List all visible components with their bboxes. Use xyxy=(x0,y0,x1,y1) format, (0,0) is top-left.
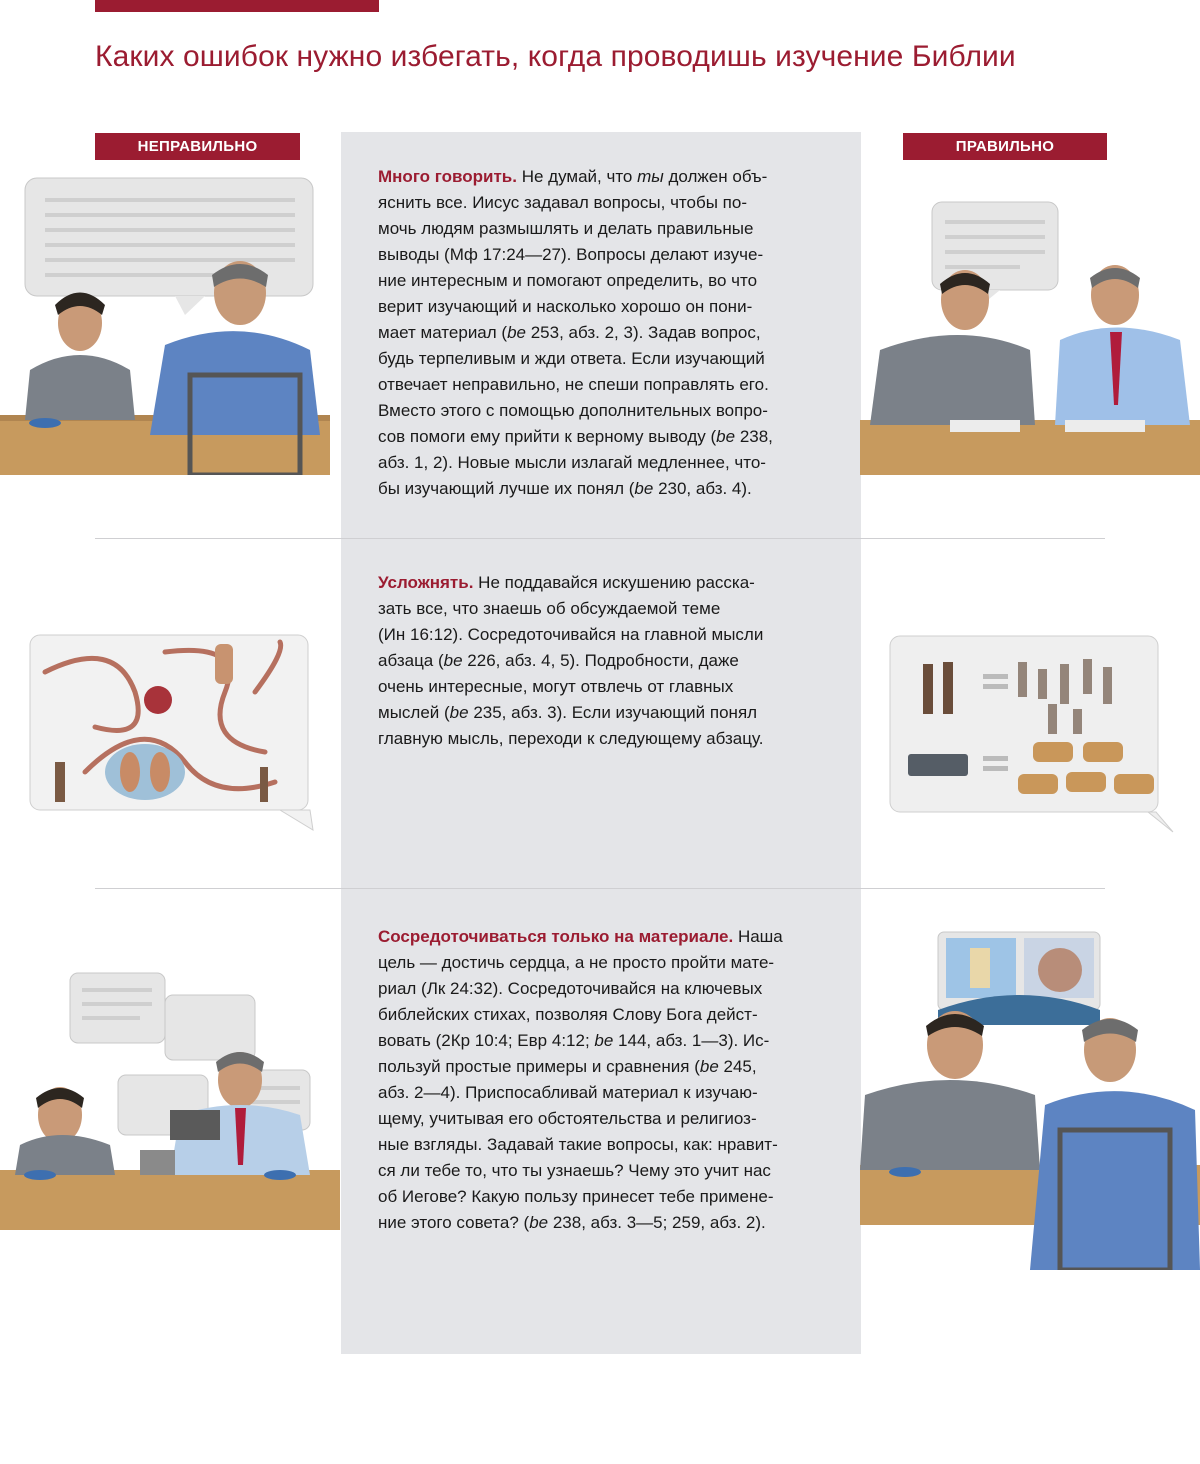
section-heading: Много говорить. xyxy=(378,167,517,186)
illustration-complicating-wrong xyxy=(25,632,320,834)
section-3-text: Сосредоточиваться только на материале. Наша цель — достичь сердца, а не просто пройти мате- риал (Лк 24:32). Сосредоточивайся на ключевых библейских стихах, позволяя Слову Бога дейст- вовать (2Кр 10:4; Евр 4:12; be 144, абз. 1—3). Ис- пользуй простые примеры и сравнения (be 245, абз. 2—4). Приспосабливай материал к изучаю- щему, учитывая его обстоятельства и религиоз- ные взгляды. Задавай такие вопросы, как: нравит- ся ли тебе то, что ты узнаешь? Чему это учит нас об Иегове? Какую пользу принесет тебе примене- ние этого совета? (be 238, абз. 3—5; 259, абз. 2). xyxy=(378,927,783,1232)
page-title: Каких ошибок нужно избегать, когда проводишь изучение Библии xyxy=(95,40,1016,73)
top-accent-bar xyxy=(95,0,379,12)
label-right: ПРАВИЛЬНО xyxy=(903,133,1107,160)
illustration-talking-too-much-wrong xyxy=(0,175,330,475)
section-heading: Сосредоточиваться только на материале. xyxy=(378,927,734,946)
illustration-material-only-right xyxy=(860,930,1200,1270)
section-divider xyxy=(95,888,1105,889)
section-divider xyxy=(95,538,1105,539)
illustration-talking-too-much-right xyxy=(860,200,1200,475)
section-heading: Усложнять. xyxy=(378,573,474,592)
label-wrong: НЕПРАВИЛЬНО xyxy=(95,133,300,160)
section-1-text: Много говорить. Не думай, что ты должен объ- яснить все. Иисус задавал вопросы, чтобы по- мочь людям размышлять и делать правильные выводы (Мф 17:24—27). Вопросы делают изуче- ние интересным и помогают определить, во что верит изучающий и насколько хорошо он пони- мает материал (be 253, абз. 2, 3). Задав вопрос, будь терпеливым и жди ответа. Если изучающий отвечает неправильно, не спеши поправлять его. Вместо этого с помощью дополнительных вопро- сов помоги ему прийти к верному выводу (be 238, абз. 1, 2). Новые мысли излагай медленнее, что- бы изучающий лучше их понял (be 230, абз. 4). xyxy=(378,167,773,498)
illustration-material-only-wrong xyxy=(0,970,340,1230)
section-2-text: Усложнять. Не поддавайся искушению расска- зать все, что знаешь об обсуждаемой теме (Ин 16:12). Сосредоточивайся на главной мысли абзаца (be 226, абз. 4, 5). Подробности, даже очень интересные, могут отвлечь от главных мыслей (be 235, абз. 3). Если изучающий понял главную мысль, переходи к следующему абзацу. xyxy=(378,573,764,748)
illustration-complicating-right xyxy=(888,634,1178,834)
